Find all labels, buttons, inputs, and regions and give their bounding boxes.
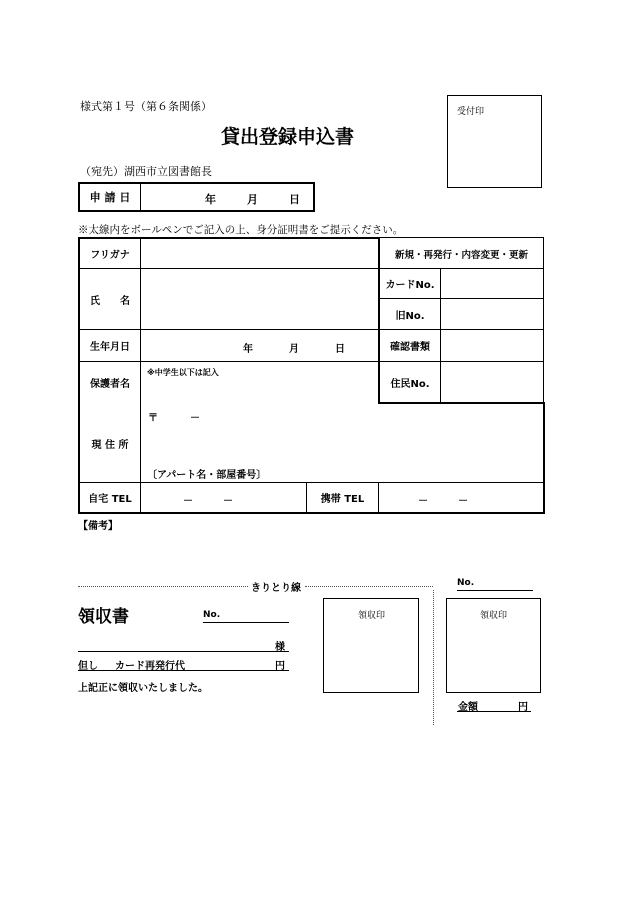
receipt-payer-line[interactable] [78, 651, 289, 652]
form-number: 様式第１号（第６条関係） [80, 100, 212, 113]
guardian-note: ※中学生以下は記入 [147, 368, 219, 377]
stub-amount-label: 金額 [458, 702, 478, 713]
stub-separator [433, 590, 434, 725]
birth-day-unit: 日 [335, 344, 345, 355]
card-no-input[interactable] [441, 269, 543, 298]
stub-yen: 円 [518, 702, 528, 713]
birth-month-unit: 月 [289, 344, 299, 355]
id-document-label: 確認書類 [390, 342, 430, 353]
addressee: （宛先）湖西市立図書館長 [80, 165, 212, 178]
receipt-stamp-label: 領収印 [358, 611, 386, 621]
apartment-note: 〔アパート名・部屋番号〕 [147, 470, 267, 481]
registration-type-header: 新規・再発行・内容変更・更新 [394, 249, 528, 261]
page-title: 貸出登録申込書 [221, 126, 355, 148]
postal-dash: － [190, 413, 200, 424]
birth-year-unit: 年 [243, 344, 253, 355]
cut-line-label: きりとり線 [251, 583, 301, 594]
receipt-proviso-label: 但し [78, 661, 98, 672]
application-date-day: 日 [289, 193, 300, 206]
resident-no-label: 住民No. [390, 378, 430, 390]
furigana-label: フリガナ [90, 250, 130, 261]
receipt-no-label: No. [203, 610, 221, 620]
reception-stamp-label: 受付印 [457, 107, 485, 117]
home-tel-dashes: － － [183, 496, 233, 507]
application-date-year: 年 [205, 193, 216, 206]
resident-no-input[interactable] [441, 362, 543, 402]
receipt-confirmation: 上記正に領収いたしました。 [78, 683, 208, 694]
old-no-label: 旧No. [395, 310, 425, 322]
receipt-stamp-box[interactable] [323, 598, 419, 693]
stub-stamp-label: 領収印 [480, 611, 508, 621]
stub-amount-line[interactable] [457, 711, 531, 712]
old-no-input[interactable] [441, 299, 543, 329]
receipt-title: 領収書 [78, 607, 129, 627]
application-date-label: 申 請 日 [89, 191, 131, 204]
postal-mark: 〒 [148, 413, 158, 424]
name-input[interactable] [141, 269, 378, 329]
card-no-label: カードNo. [385, 280, 435, 291]
stub-stamp-box[interactable] [446, 598, 541, 693]
home-tel-label: 自宅 TEL [88, 494, 132, 505]
mobile-tel-label: 携帯 TEL [320, 494, 365, 505]
stub-no-label: No. [457, 578, 475, 588]
name-label: 氏 名 [90, 295, 130, 307]
guardian-label: 保護者名 [90, 378, 130, 390]
address-label: 現 住 所 [91, 439, 129, 451]
application-date-field[interactable] [142, 184, 313, 210]
cut-line-left [78, 586, 248, 587]
id-document-input[interactable] [441, 330, 543, 361]
mobile-tel-dashes: － － [418, 496, 468, 507]
reception-stamp-box[interactable] [447, 95, 542, 188]
furigana-input[interactable] [141, 239, 378, 268]
application-date-month: 月 [247, 193, 258, 206]
remarks-label: 【備考】 [78, 521, 118, 532]
receipt-proviso-item: カード再発行代 [115, 661, 185, 672]
instruction-text: ※太線内をボールペンでご記入の上、身分証明書をご提示ください。 [78, 224, 404, 236]
receipt-sama: 様 [275, 642, 285, 653]
birth-date-label: 生年月日 [90, 342, 130, 353]
receipt-yen: 円 [275, 661, 285, 672]
cut-line-right [305, 586, 433, 587]
